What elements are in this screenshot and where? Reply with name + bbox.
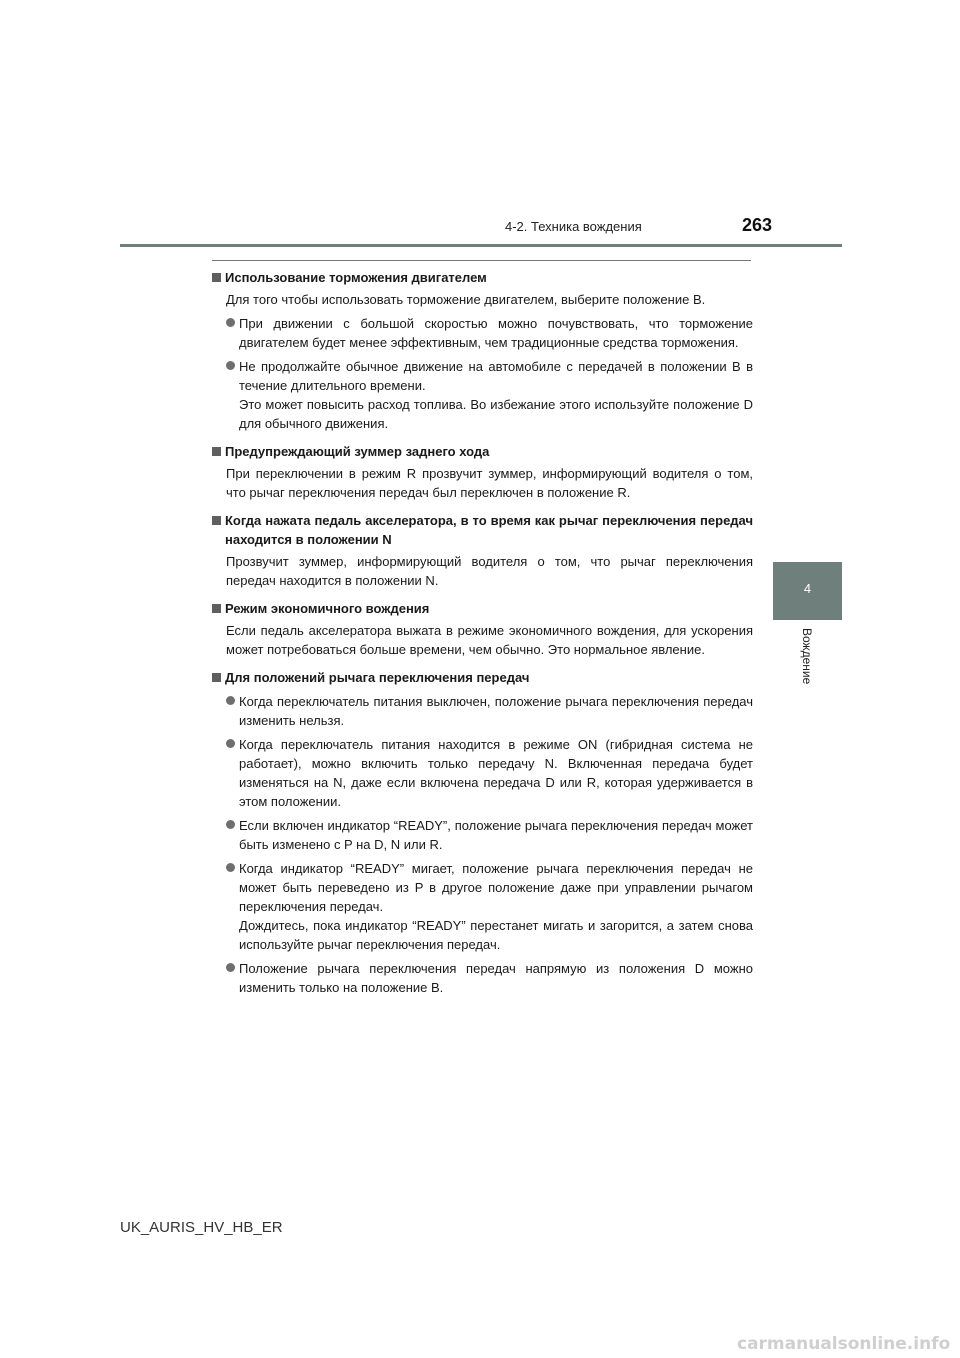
section-paragraph: Прозвучит зуммер, информирующий водителя о том, что рычаг переключения передач находится в положении N.	[226, 554, 753, 588]
list-item: Если включен индикатор “READY”, положение рычага переключения передач может быть изменено с P на D, N или R.	[226, 816, 753, 854]
round-bullet-icon	[226, 963, 235, 972]
list-item: Положение рычага переключения передач напрямую из положения D можно изменить только на положение B.	[226, 959, 753, 997]
square-bullet-icon	[212, 447, 221, 456]
chapter-label: Вождение	[800, 628, 814, 685]
square-bullet-icon	[212, 516, 221, 525]
section-heading: Режим экономичного вождения	[212, 599, 753, 618]
list-item: Когда индикатор “READY” мигает, положение рычага переключения передач не может быть переведено из P в другое положение даже при управлении рычагом переключения передач. Дождитесь, пока индикатор “READY” перестанет мигать и загорится, а затем снова используйте рычаг переключения передач.	[226, 859, 753, 954]
square-bullet-icon	[212, 604, 221, 613]
section-paragraph: Если педаль акселератора выжата в режиме экономичного вождения, для ускорения может потребоваться больше времени, чем обычно. Это нормальное явление.	[226, 623, 753, 657]
round-bullet-icon	[226, 696, 235, 705]
chapter-number: 4	[803, 581, 812, 596]
section-shift-positions	[212, 668, 753, 997]
round-bullet-icon	[226, 863, 235, 872]
section-paragraph: Для того чтобы использовать торможение двигателем, выберите положение B.	[226, 292, 706, 307]
section-heading: Для положений рычага переключения передач	[212, 668, 753, 687]
section-heading: Предупреждающий зуммер заднего хода	[212, 442, 753, 461]
round-bullet-icon	[226, 361, 235, 370]
list-item: Когда переключатель питания выключен, положение рычага переключения передач изменить нельзя.	[226, 692, 753, 730]
round-bullet-icon	[226, 739, 235, 748]
section-eco-mode	[212, 599, 753, 659]
section-paragraph: При переключении в режим R прозвучит зуммер, информирующий водителя о том, что рычаг переключения передач был переключен в положение R.	[226, 466, 753, 500]
document-code: UK_AURIS_HV_HB_ER	[120, 1219, 283, 1236]
list-item: При движении с большой скоростью можно почувствовать, что торможение двигателем будет менее эффективным, чем традиционные средства торможения.	[226, 314, 753, 352]
section-engine-braking	[212, 268, 753, 433]
round-bullet-icon	[226, 318, 235, 327]
page-content	[212, 264, 753, 1006]
section-accelerator-in-n	[212, 511, 753, 590]
section-title: 4-2. Техника вождения	[505, 219, 642, 234]
section-heading: Когда нажата педаль акселератора, в то время как рычаг переключения передач находится в положении N	[212, 511, 753, 549]
header-divider	[120, 244, 842, 247]
round-bullet-icon	[226, 820, 235, 829]
list-item: Когда переключатель питания находится в режиме ON (гибридная система не работает), можно включить только передачу N. Включенная передача будет изменяться на N, даже если включена передача D или R, которая удерживается в этом положении.	[226, 735, 753, 811]
section-reverse-buzzer	[212, 442, 753, 502]
square-bullet-icon	[212, 273, 221, 282]
section-heading: Использование торможения двигателем	[212, 268, 753, 287]
page-number: 263	[742, 215, 773, 235]
square-bullet-icon	[212, 673, 221, 682]
content-divider	[212, 260, 751, 261]
chapter-tab	[773, 562, 842, 620]
watermark: carmanualsonline.info	[737, 1334, 951, 1354]
list-item: Не продолжайте обычное движение на автомобиле с передачей в положении B в течение длительного времени. Это может повысить расход топлива. Во избежание этого используйте положение D для обычного движения.	[226, 357, 753, 433]
